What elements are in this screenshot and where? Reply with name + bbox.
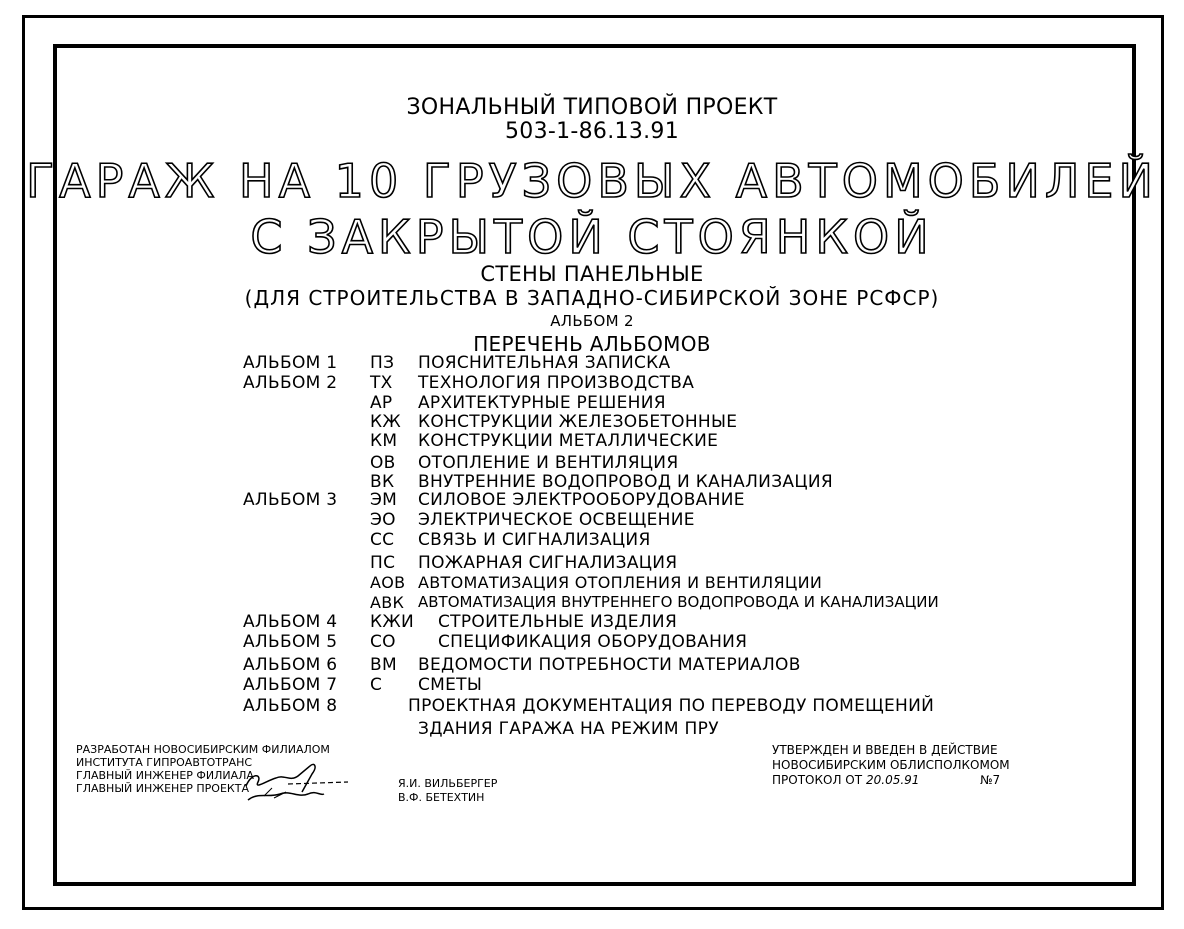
album-code: СО [370,632,396,652]
album-label: АЛЬБОМ 8 [243,696,338,716]
album-title: СМЕТЫ [418,675,483,695]
album-code: ЭМ [370,490,398,510]
album-title: ОТОПЛЕНИЕ И ВЕНТИЛЯЦИЯ [418,453,679,473]
album-label: АЛЬБОМ 2 [243,373,338,393]
album-code: С [370,675,383,695]
album-code: АВК [370,593,405,612]
album-title: ПОЯСНИТЕЛЬНАЯ ЗАПИСКА [418,353,671,373]
signatures [228,752,398,808]
album-code: СС [370,530,395,550]
album-code: ЭО [370,510,396,530]
album-title: ЭЛЕКТРИЧЕСКОЕ ОСВЕЩЕНИЕ [418,510,695,530]
album-title: СПЕЦИФИКАЦИЯ ОБОРУДОВАНИЯ [438,632,748,652]
album-code: ТХ [370,373,393,393]
list-heading: ПЕРЕЧЕНЬ АЛЬБОМОВ [473,332,711,356]
chief-branch-label: ГЛАВНЫЙ ИНЖЕНЕР ФИЛИАЛА [76,769,254,782]
album-label: АЛЬБОМ 3 [243,490,338,510]
album-code: АОВ [370,573,406,592]
album-title: АВТОМАТИЗАЦИЯ ОТОПЛЕНИЯ И ВЕНТИЛЯЦИИ [418,573,823,592]
album-title: СИЛОВОЕ ЭЛЕКТРООБОРУДОВАНИЕ [418,490,745,510]
album-label: АЛЬБОМ 4 [243,612,338,632]
album-title: СТРОИТЕЛЬНЫЕ ИЗДЕЛИЯ [438,612,678,632]
album-code: КЖ [370,412,401,432]
chief-project-name: В.Ф. БЕТЕХТИН [398,791,485,804]
album-title: ВЕДОМОСТИ ПОТРЕБНОСТИ МАТЕРИАЛОВ [418,655,801,675]
album-label: АЛЬБОМ 2 [550,312,634,330]
album-code: ПЗ [370,353,395,373]
album-title: ТЕХНОЛОГИЯ ПРОИЗВОДСТВА [418,373,695,393]
album-code: КМ [370,431,398,451]
chief-project-label: ГЛАВНЫЙ ИНЖЕНЕР ПРОЕКТА [76,782,249,795]
region-note: (ДЛЯ СТРОИТЕЛЬСТВА В ЗАПАДНО-СИБИРСКОЙ ЗОНЕ РСФСР) [244,286,940,310]
approval-line-1: УТВЕРЖДЕН И ВВЕДЕН В ДЕЙСТВИЕ [772,743,998,757]
album-label: АЛЬБОМ 6 [243,655,338,675]
protocol-label: ПРОТОКОЛ ОТ [772,773,863,787]
developer-line-2: ИНСТИТУТА ГИПРОАВТОТРАНС [76,756,253,769]
album-title: АРХИТЕКТУРНЫЕ РЕШЕНИЯ [418,393,666,413]
album-title: ПРОЕКТНАЯ ДОКУМЕНТАЦИЯ ПО ПЕРЕВОДУ ПОМЕЩЕНИЙ [408,696,935,716]
album-title: КОНСТРУКЦИИ МЕТАЛЛИЧЕСКИЕ [418,431,719,451]
album-title: СВЯЗЬ И СИГНАЛИЗАЦИЯ [418,530,651,550]
album-title: ПОЖАРНАЯ СИГНАЛИЗАЦИЯ [418,553,678,573]
album-code: ОВ [370,453,396,473]
album-code: ВК [370,472,395,492]
developer-line-1: РАЗРАБОТАН НОВОСИБИРСКИМ ФИЛИАЛОМ [76,743,330,756]
chief-branch-name: Я.И. ВИЛЬБЕРГЕР [398,777,498,790]
approval-line-2: НОВОСИБИРСКИМ ОБЛИСПОЛКОМОМ [772,758,1010,772]
title-line-1: ГАРАЖ НА 10 ГРУЗОВЫХ АВТОМОБИЛЕЙ [26,154,1158,208]
project-type: ЗОНАЛЬНЫЙ ТИПОВОЙ ПРОЕКТ [406,95,778,120]
album-title: АВТОМАТИЗАЦИЯ ВНУТРЕННЕГО ВОДОПРОВОДА И КАНАЛИЗАЦИИ [418,593,939,611]
album-code: КЖИ [370,612,414,632]
album-label: АЛЬБОМ 7 [243,675,338,695]
album-code: ВМ [370,655,397,675]
album-label: АЛЬБОМ 5 [243,632,338,652]
album-code: ПС [370,553,396,573]
walls-type: СТЕНЫ ПАНЕЛЬНЫЕ [480,262,704,286]
album-label: АЛЬБОМ 1 [243,353,338,373]
album-code: АР [370,393,393,413]
album-title: ЗДАНИЯ ГАРАЖА НА РЕЖИМ ПРУ [418,719,719,739]
album-title: ВНУТРЕННИЕ ВОДОПРОВОД И КАНАЛИЗАЦИЯ [418,472,833,492]
album-title: КОНСТРУКЦИИ ЖЕЛЕЗОБЕТОННЫЕ [418,412,738,432]
protocol-date: 20.05.91 [866,773,920,787]
title-line-2: С ЗАКРЫТОЙ СТОЯНКОЙ [250,210,934,264]
protocol-number: №7 [980,773,1001,787]
project-number: 503-1-86.13.91 [504,119,680,144]
